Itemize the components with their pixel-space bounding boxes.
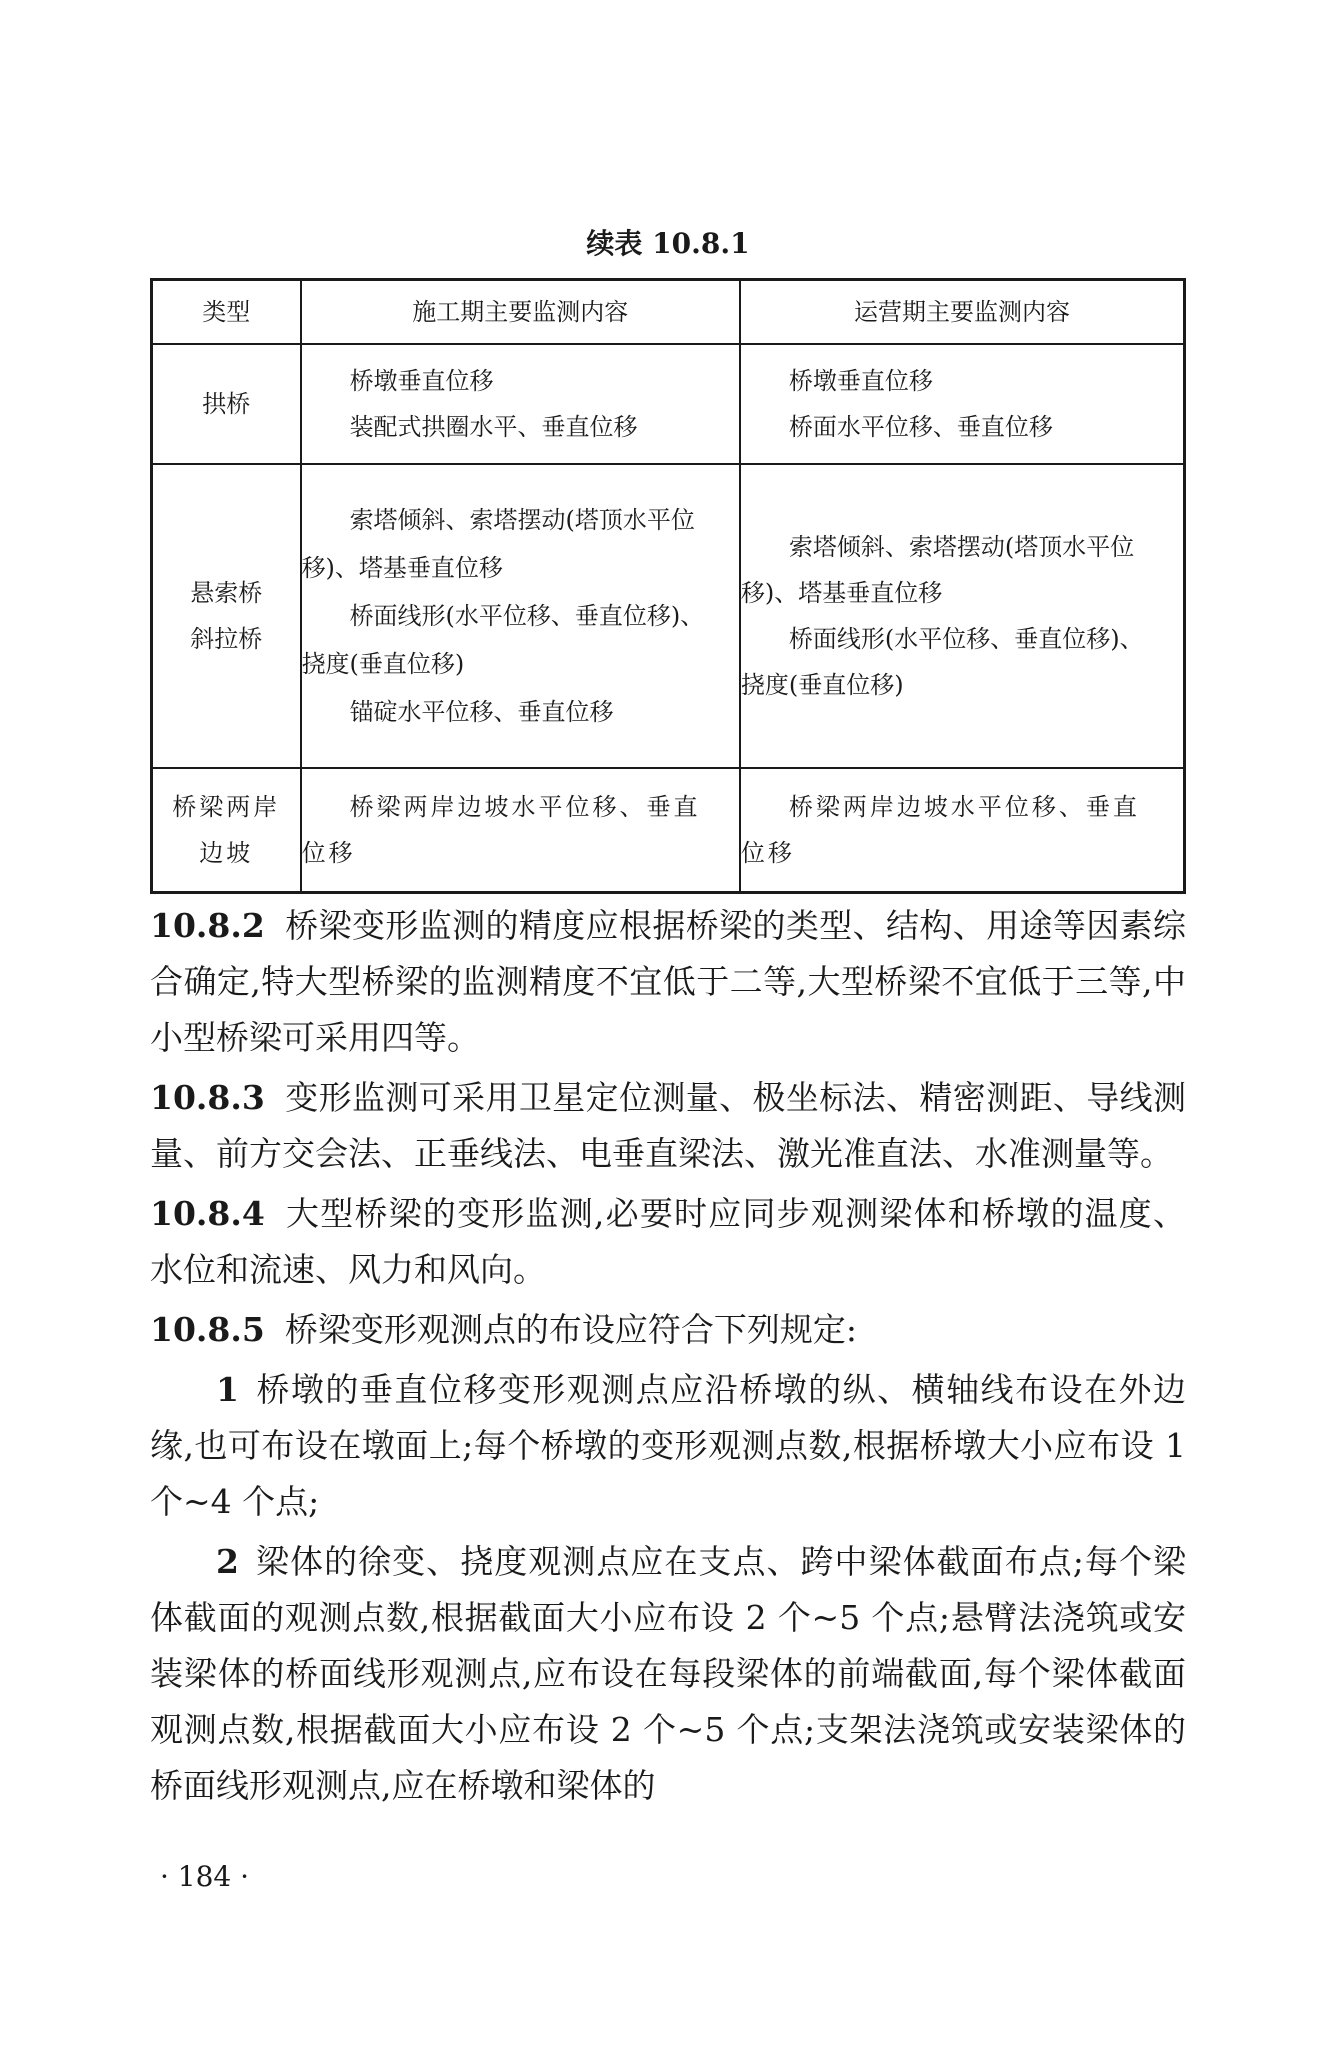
operation-cell — [740, 464, 1185, 768]
clause-text: 大型桥梁的变形监测,必要时应同步观测梁体和桥墩的温度、水位和流速、风力和风向。 — [150, 1194, 1186, 1289]
text-line: 桥墩垂直位移 — [788, 367, 933, 395]
header-type: 类型 — [152, 280, 301, 345]
clause-number: 10.8.4 — [150, 1194, 265, 1233]
text-line: 桥面线形(水平位移、垂直位移)、 — [349, 602, 705, 630]
clause-text: 桥梁变形监测的精度应根据桥梁的类型、结构、用途等因素综合确定,特大型桥梁的监测精度不宜低于二等,大型桥梁不宜低于三等,中小型桥梁可采用四等。 — [150, 906, 1186, 1057]
construction-cell — [301, 464, 740, 768]
text-line: 位移 — [740, 839, 795, 867]
table-row — [152, 344, 1185, 464]
construction-cell — [301, 344, 740, 464]
clause-number: 10.8.3 — [150, 1078, 265, 1117]
type-line: 悬索桥 — [190, 579, 263, 607]
row-type-bank-slope — [152, 768, 301, 893]
text-line: 桥梁两岸边坡水平位移、垂直 — [349, 793, 701, 821]
body-text — [150, 898, 1186, 1818]
text-line: 桥梁两岸边坡水平位移、垂直 — [788, 793, 1140, 821]
table-header-row — [152, 280, 1185, 345]
item-number: 2 — [216, 1542, 239, 1581]
clause-10-8-2 — [150, 898, 1186, 1066]
list-item — [150, 1534, 1186, 1814]
text-line: 挠度(垂直位移) — [301, 650, 465, 678]
text-line: 索塔倾斜、索塔摆动(塔顶水平位 — [788, 533, 1135, 561]
table-row — [152, 768, 1185, 893]
item-text: 桥墩的垂直位移变形观测点应沿桥墩的纵、横轴线布设在外边缘,也可布设在墩面上;每个桥墩的变形观测点数,根据桥墩大小应布设 1 个~4 个点; — [150, 1370, 1186, 1521]
text-line: 桥面水平位移、垂直位移 — [788, 413, 1053, 441]
clause-10-8-4 — [150, 1186, 1186, 1298]
construction-cell — [301, 768, 740, 893]
clause-number: 10.8.5 — [150, 1310, 265, 1349]
monitoring-table — [150, 278, 1186, 894]
clause-text: 桥梁变形观测点的布设应符合下列规定: — [284, 1310, 857, 1349]
type-line: 边坡 — [199, 839, 254, 867]
header-construction: 施工期主要监测内容 — [301, 280, 740, 345]
text-line: 移)、塔基垂直位移 — [740, 579, 943, 607]
header-operation: 运营期主要监测内容 — [740, 280, 1185, 345]
text-line: 桥墩垂直位移 — [349, 367, 494, 395]
text-line: 桥面线形(水平位移、垂直位移)、 — [788, 625, 1144, 653]
row-type-arch-bridge — [152, 344, 301, 464]
item-text: 梁体的徐变、挠度观测点应在支点、跨中梁体截面布点;每个梁体截面的观测点数,根据截面大小应布设 2 个~5 个点;悬臂法浇筑或安装梁体的桥面线形观测点,应布设在每段梁体的前端截面,每个梁体截面观测点数,根据截面大小应布设 2 个~5 个点;支架法浇筑或安装梁体的桥面线形观测点,应在桥墩和梁体的 — [150, 1542, 1186, 1805]
type-line: 斜拉桥 — [190, 625, 263, 653]
table-title: 续表 10.8.1 — [586, 227, 750, 260]
text-line: 锚碇水平位移、垂直位移 — [349, 698, 614, 726]
operation-cell — [740, 344, 1185, 464]
operation-cell — [740, 768, 1185, 893]
text-line: 挠度(垂直位移) — [740, 671, 904, 699]
clause-10-8-3 — [150, 1070, 1186, 1182]
table-row — [152, 464, 1185, 768]
list-item — [150, 1362, 1186, 1530]
text-line: 索塔倾斜、索塔摆动(塔顶水平位 — [349, 506, 695, 534]
row-type-suspension-cable-stayed — [152, 464, 301, 768]
text-line: 装配式拱圈水平、垂直位移 — [349, 413, 638, 441]
page-number: · 184 · — [160, 1860, 250, 1893]
type-line: 桥梁两岸 — [172, 793, 281, 821]
text-line: 位移 — [301, 839, 356, 867]
clause-text: 变形监测可采用卫星定位测量、极坐标法、精密测距、导线测量、前方交会法、正垂线法、电垂直梁法、激光准直法、水准测量等。 — [150, 1078, 1186, 1173]
text-line: 移)、塔基垂直位移 — [301, 554, 503, 582]
item-number: 1 — [216, 1370, 239, 1409]
clause-10-8-5 — [150, 1302, 1186, 1358]
clause-number: 10.8.2 — [150, 906, 265, 945]
type-line: 拱桥 — [202, 390, 251, 418]
